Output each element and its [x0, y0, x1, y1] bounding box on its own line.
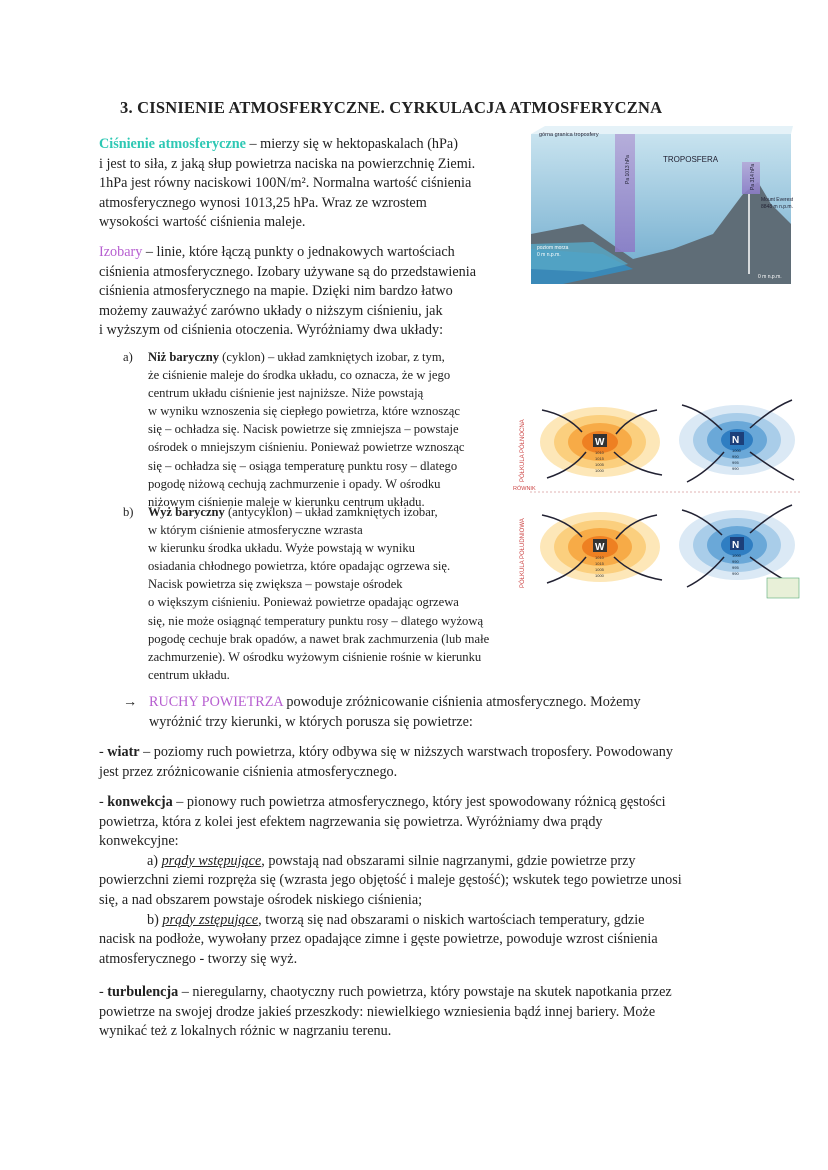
isobar-value: 1005 [595, 567, 604, 572]
ground-label: 0 m n.p.m. [758, 274, 782, 280]
text-line: – mierzy się w hektopaskalach (hPa) [245, 136, 458, 152]
text-line: niżowym ciśnienie maleje w kierunku centrum układu. [148, 494, 425, 509]
text-line: – nieregularny, chaotyczny ruch powietrza, który powstaje na skutek napotkania przez [178, 984, 672, 1000]
isobar-value: 1010 [595, 450, 604, 455]
north-label: PÓŁKULA PÓŁNOCNA [520, 419, 526, 482]
isobar-value: 990 [732, 466, 739, 471]
isobar-value: 1010 [595, 555, 604, 560]
text-line: w którym ciśnienie atmosferyczne wzrasta [148, 523, 363, 538]
isobar-value: 1000 [732, 448, 741, 453]
turbulence-term: turbulencja [107, 984, 179, 1000]
list-marker: b) [123, 505, 134, 519]
wind-term: wiatr [107, 744, 140, 760]
isobars-term: Izobary [99, 244, 143, 260]
everest-label: Mount Everest [761, 197, 793, 203]
text-line: konwekcyjne: [99, 833, 179, 850]
text-line: się – ochładza się. Nacisk powietrze się zmniejsza – powstaje [148, 422, 459, 437]
text-line: , powstają nad obszarami silnie nagrzanymi, gdzie powietrze przy [261, 852, 636, 869]
text-line: i jest to siła, z jaką słup powietrza naciska na powierzchnię Ziemi. [99, 155, 476, 172]
turbulence-paragraph [99, 983, 739, 1042]
isobar-value: 1015 [595, 456, 604, 461]
list-marker: b) [147, 911, 163, 928]
isobar-value: 990 [732, 571, 739, 576]
list-marker: a) [147, 852, 162, 869]
text-line: ośrodek o mniejszym ciśnieniu. Ponieważ powietrze wznosząc [148, 440, 465, 455]
troposphere-label: TROPOSFERA [663, 155, 719, 164]
page-title: 3. CISNIENIE ATMOSFERYCZNE. CYRKULACJA ATMOSFERYCZNA [120, 98, 663, 117]
text-line: centrum układu ciśnienie jest najniższe. Niże powstają [148, 386, 424, 401]
text-line: że ciśnienie maleje do środka układu, co oznacza, że w jego [148, 368, 451, 383]
text-line: Nacisk powietrza się zwiększa – powstaje ośrodek [148, 577, 403, 592]
text-line: zachmurzenie). W ośrodku wyżowym ciśnienie rośnie w kierunku [148, 649, 482, 664]
text-line: się – ochładza się – osiąga temperaturę punktu rosy – dlatego [148, 458, 458, 473]
text-line: powietrza, która z kolei jest efektem nagrzewania się powietrza. Wyróżniamy dwa prądy [99, 813, 603, 830]
text-line: powietrze na swojej drodze jakieś przeszkody: niewielkiego wzniesienia bądź innej bariery. Może [99, 1003, 656, 1020]
text-line: się, nie może osiągnąć temperatury punktu rosy – dlatego wyżową [148, 613, 484, 628]
text-line: ciśnienia atmosferycznego. Izobary używane są do przedstawienia [99, 263, 476, 280]
text-line: atmosferycznego - tworzy się wyż. [99, 950, 298, 967]
text-line: ciśnienia atmosferycznego na mapie. Dzięki nim bardzo łatwo [99, 283, 453, 300]
dash: - [99, 984, 108, 1000]
pressure-column-sea [615, 134, 635, 252]
everest-value: 8848 m n.p.m. [761, 204, 793, 210]
arrow-icon: → [123, 694, 138, 710]
high-center-label: N [732, 540, 740, 551]
text-line: w kierunku środka układu. Wyże powstają w wyniku [148, 541, 415, 556]
isobar-value: 1000 [732, 553, 741, 558]
text-line: o większym ciśnieniu. Ponieważ powietrze opadając ogrzewa [148, 595, 459, 610]
sea-level-label: poziom morza [537, 245, 569, 251]
list-marker: a) [123, 350, 133, 364]
south-label: PÓŁKULA POŁUDNIOWA [520, 518, 526, 588]
pressure-paragraph [99, 135, 519, 233]
dash: - [99, 744, 108, 760]
pressure-term: Ciśnienie atmosferyczne [99, 136, 246, 152]
text-line: – pionowy ruch powietrza atmosferycznego, który jest spowodowany różnicą gęstości [172, 794, 666, 810]
convection-paragraph [99, 793, 739, 969]
pressure-systems-diagram [512, 390, 802, 602]
text-line: pogodę cechuje brak opadów, a nawet brak zachmurzenia (lub małe [148, 631, 490, 646]
isobar-value: 1005 [595, 462, 604, 467]
list-item-high [123, 503, 543, 684]
text-line: , tworzą się nad obszarami o niskich wartościach temperatury, gdzie [258, 911, 645, 928]
text-line: powierzchni ziemi rozpręża się (wzrasta jego objętość i maleje gęstość); wskutek tego powietrze unosi [99, 872, 682, 889]
text-line: nacisk na podłoże, wywołany przez opadające zimne i gęste powietrze, powoduje wzrost ciśnienia [99, 931, 658, 948]
text-line: powoduje zróżnicowanie ciśnienia atmosferycznego. Możemy [282, 694, 641, 710]
text-line: możemy zauważyć zarówno układy o niższym ciśnieniu, jak [99, 302, 443, 319]
text-line: wysokości wartość ciśnienia maleje. [99, 214, 306, 231]
air-movement-paragraph [123, 693, 723, 732]
equator-label: RÓWNIK [513, 486, 536, 492]
high-center-label: N [732, 435, 740, 446]
upward-currents-term: prądy wstępujące [161, 852, 262, 869]
high-term: Wyż baryczny [148, 505, 225, 519]
text-line: wyróżnić trzy kierunki, w których porusza się powietrze: [149, 713, 473, 730]
text-line: – linie, które łączą punkty o jednakowych wartościach [142, 244, 455, 260]
isobar-value: 990 [732, 454, 739, 459]
text-line: (antycyklon) – układ zamkniętych izobar, [224, 505, 438, 519]
text-line: w wyniku wznoszenia się ciepłego powietrza, które wznosząc [148, 404, 460, 419]
text-line: (cyklon) – układ zamkniętych izobar, z tym, [219, 350, 445, 364]
sea-level-value: 0 m n.p.m. [537, 252, 561, 258]
low-center-label: W [595, 437, 605, 448]
downward-currents-term: prądy zstępujące [162, 911, 259, 928]
wind-paragraph [99, 743, 739, 782]
upper-limit-label: górna granica troposfery [539, 132, 599, 138]
text-line: – poziomy ruch powietrza, który odbywa się w niższych warstwach troposfery. Powodowany [139, 744, 673, 760]
column-everest-label: Pa 314 hPa [750, 163, 756, 190]
text-line: pogodę niżową cechują zachmurzenie i opady. W ośrodku [148, 476, 441, 491]
text-line: jest przez zróżnicowanie ciśnienia atmosferycznego. [99, 763, 398, 780]
troposphere-diagram [503, 124, 793, 294]
isobars-paragraph [99, 243, 519, 341]
column-sea-label: Pa 1013 hPa [625, 155, 631, 184]
low-term: Niż baryczny [148, 350, 219, 364]
text-line: 1hPa jest równy naciskowi 100N/m². Normalna wartość ciśnienia [99, 175, 472, 192]
text-line: atmosferycznego wynosi 1013,25 hPa. Wraz ze wzrostem [99, 194, 427, 211]
text-line: się, a nad obszarem powstaje ośrodek niskiego ciśnienia; [99, 891, 423, 908]
isobar-value: 995 [732, 460, 739, 465]
text-line: osiadania chłodnego powietrza, które opadając ogrzewa się. [148, 559, 451, 574]
isobar-value: 1015 [595, 561, 604, 566]
text-line: i wyższym od ciśnienia otoczenia. Wyróżniamy dwa układy: [99, 322, 444, 339]
isobar-value: 990 [732, 559, 739, 564]
low-center-label: W [595, 542, 605, 553]
isobar-value: 1000 [595, 573, 604, 578]
text-line: wynikać też z lokalnych różnic w nagrzaniu terenu. [99, 1023, 392, 1040]
dash: - [99, 794, 108, 810]
text-line: centrum układu. [148, 667, 230, 682]
isobar-value: 1000 [595, 468, 604, 473]
corner-logo [767, 578, 799, 598]
convection-term: konwekcja [107, 794, 173, 810]
list-item-low [123, 348, 503, 511]
air-movement-term: RUCHY POWIETRZA [149, 694, 283, 710]
isobar-value: 995 [732, 565, 739, 570]
